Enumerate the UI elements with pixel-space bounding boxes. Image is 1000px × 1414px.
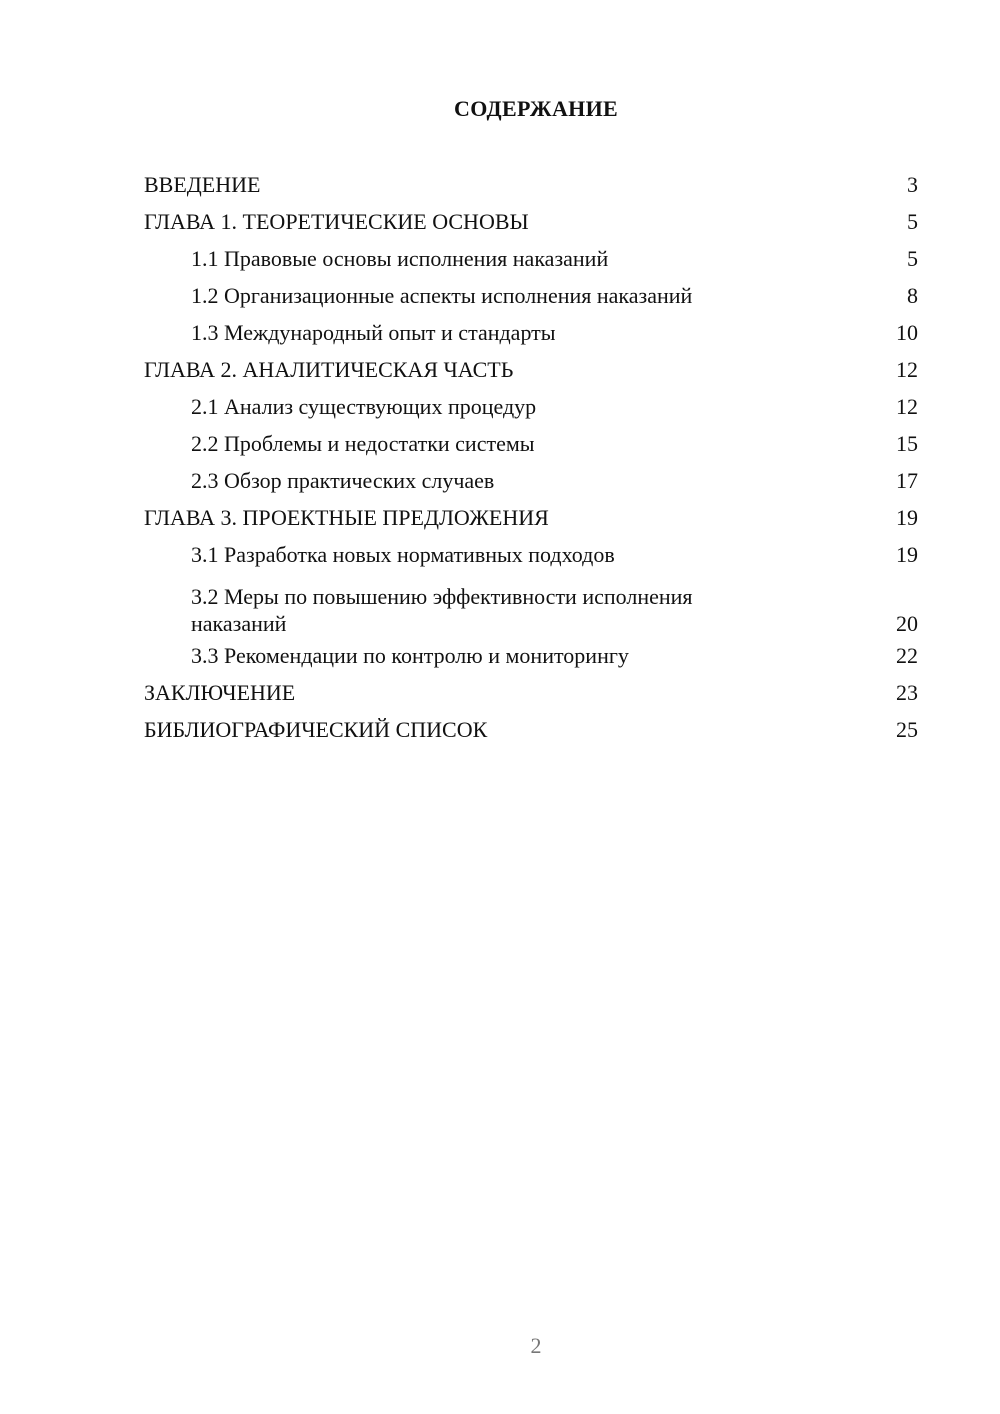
- toc-entry-introduction[interactable]: [144, 166, 918, 203]
- toc-entry-page: 5: [907, 209, 918, 234]
- toc-entry-label: БИБЛИОГРАФИЧЕСКИЙ СПИСОК: [144, 717, 488, 742]
- toc-entry-page: 25: [896, 717, 918, 742]
- toc-entry-page: 5: [907, 246, 918, 271]
- toc-entry-page: 12: [896, 394, 918, 419]
- page-title: СОДЕРЖАНИЕ: [454, 96, 618, 121]
- toc-entry-label: ГЛАВА 2. АНАЛИТИЧЕСКАЯ ЧАСТЬ: [144, 357, 514, 382]
- toc-entry-chapter-3[interactable]: [144, 499, 918, 536]
- toc-entry-page: 17: [896, 468, 918, 493]
- toc-entry-page: 19: [896, 505, 918, 530]
- toc-entry-label: ЗАКЛЮЧЕНИЕ: [144, 680, 296, 705]
- toc-entry-chapter-2[interactable]: [144, 351, 918, 388]
- toc-entry-label: 1.2 Организационные аспекты исполнения наказаний: [191, 283, 693, 308]
- toc-entry-section-2-2[interactable]: [144, 425, 918, 462]
- toc-entry-label: 2.2 Проблемы и недостатки системы: [191, 431, 535, 456]
- toc-entry-section-1-3[interactable]: [144, 314, 918, 351]
- toc-entry-label: 3.3 Рекомендации по контролю и мониторингу: [191, 643, 629, 668]
- toc-entry-label: 2.1 Анализ существующих процедур: [191, 394, 537, 419]
- toc-entry-section-1-1[interactable]: [144, 240, 918, 277]
- toc-entry-page: 12: [896, 357, 918, 382]
- table-of-contents: [144, 166, 918, 748]
- toc-entry-label: 3.2 Меры по повышению эффективности исполнения наказаний: [191, 584, 693, 636]
- toc-entry-conclusion[interactable]: [144, 674, 918, 711]
- toc-entry-page: 20: [896, 611, 918, 636]
- toc-entry-page: 3: [907, 172, 918, 197]
- toc-entry-page: 23: [896, 680, 918, 705]
- toc-entry-label: 1.1 Правовые основы исполнения наказаний: [191, 246, 609, 271]
- toc-entry-page: 22: [896, 643, 918, 668]
- toc-entry-page: 15: [896, 431, 918, 456]
- toc-entry-label: 2.3 Обзор практических случаев: [191, 468, 495, 493]
- toc-entry-bibliography[interactable]: [144, 711, 918, 748]
- toc-entry-section-3-2[interactable]: [144, 573, 918, 637]
- toc-entry-page: 8: [907, 283, 918, 308]
- toc-entry-label: ГЛАВА 3. ПРОЕКТНЫЕ ПРЕДЛОЖЕНИЯ: [144, 505, 549, 530]
- toc-entry-section-2-3[interactable]: [144, 462, 918, 499]
- toc-entry-label: 3.1 Разработка новых нормативных подходов: [191, 542, 615, 567]
- toc-entry-label: ВВЕДЕНИЕ: [144, 172, 261, 197]
- toc-entry-section-1-2[interactable]: [144, 277, 918, 314]
- toc-entry-label: 1.3 Международный опыт и стандарты: [191, 320, 556, 345]
- toc-entry-chapter-1[interactable]: [144, 203, 918, 240]
- page-number: 2: [530, 1333, 542, 1358]
- toc-entry-section-2-1[interactable]: [144, 388, 918, 425]
- toc-entry-page: 10: [896, 320, 918, 345]
- toc-entry-section-3-3[interactable]: [144, 637, 918, 674]
- toc-entry-page: 19: [896, 542, 918, 567]
- toc-entry-label: ГЛАВА 1. ТЕОРЕТИЧЕСКИЕ ОСНОВЫ: [144, 209, 529, 234]
- toc-entry-section-3-1[interactable]: [144, 536, 918, 573]
